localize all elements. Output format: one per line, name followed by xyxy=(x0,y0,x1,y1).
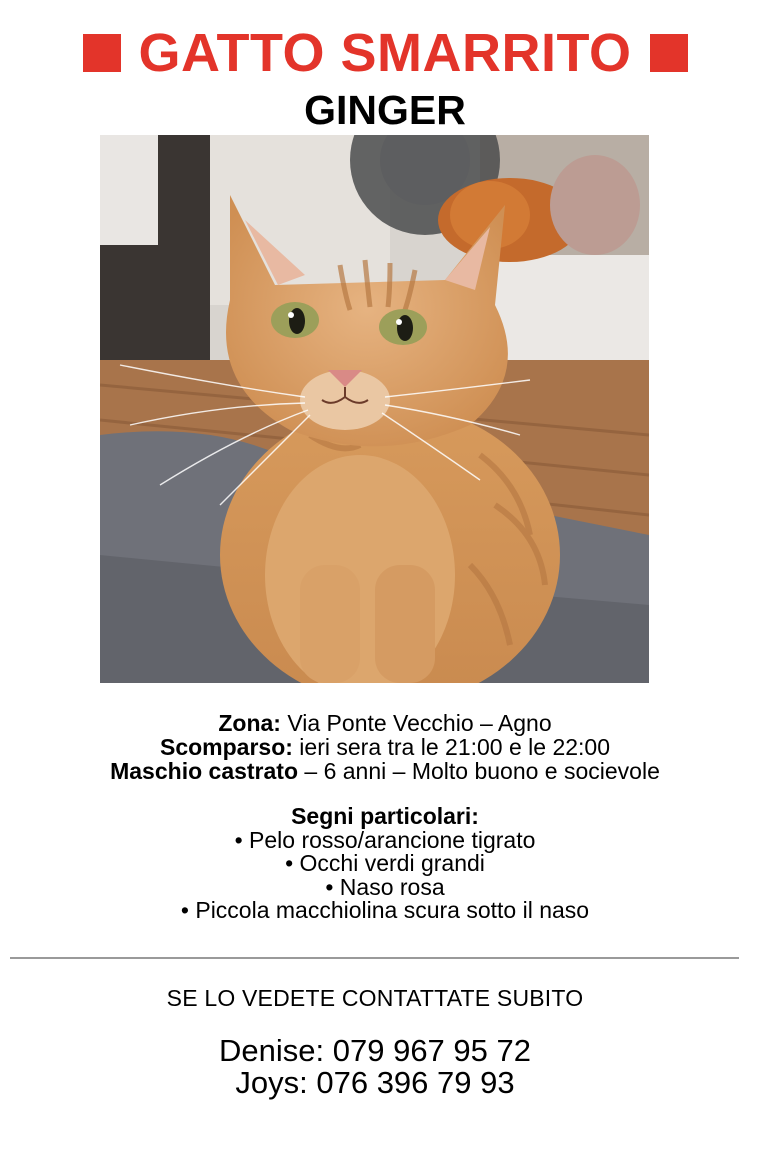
contacts-block xyxy=(0,1035,750,1099)
segni-title: Segni particolari: xyxy=(291,803,479,829)
cat-photo xyxy=(100,135,649,683)
call-to-action: SE LO VEDETE CONTATTATE SUBITO xyxy=(166,985,584,1011)
segni-item: • Occhi verdi grandi xyxy=(285,850,485,876)
segni-item: • Naso rosa xyxy=(325,873,445,900)
segni-item: • Pelo rosso/arancione tigrato xyxy=(234,826,536,853)
zona-line xyxy=(0,711,770,735)
scomparso-line xyxy=(0,735,770,759)
divider xyxy=(10,957,739,959)
maschio-line xyxy=(0,759,770,783)
cat-name: GINGER xyxy=(304,87,466,133)
headline-text: GATTO SMARRITO xyxy=(138,23,632,83)
maschio-label: Maschio castrato xyxy=(110,758,299,784)
scomparso-label: Scomparso: xyxy=(159,734,293,760)
zona-value: Via Ponte Vecchio – Agno xyxy=(280,710,552,736)
headline xyxy=(0,22,770,84)
details-block xyxy=(0,711,770,783)
contact-denise: Denise: 079 967 95 72 xyxy=(219,1033,531,1068)
zona-label: Zona: xyxy=(218,710,281,736)
segni-block xyxy=(0,805,770,923)
scomparso-value: ieri sera tra le 21:00 e le 22:00 xyxy=(292,734,611,760)
right-red-square-icon xyxy=(650,34,688,72)
contact-joys: Joys: 076 396 79 93 xyxy=(235,1065,515,1100)
left-red-square-icon xyxy=(83,34,121,72)
maschio-value: – 6 anni – Molto buono e socievole xyxy=(298,758,660,784)
segni-item: • Piccola macchiolina scura sotto il naso xyxy=(180,897,590,923)
